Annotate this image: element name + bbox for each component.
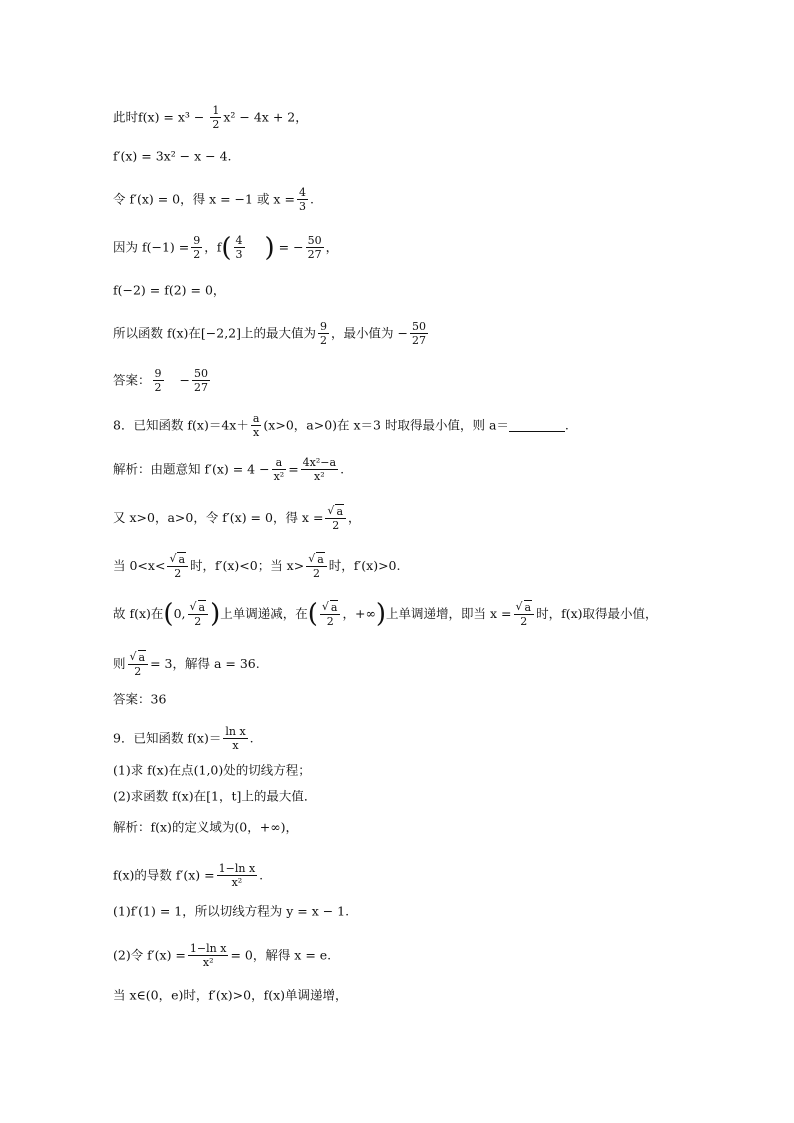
fraction: $\frac{9}{2}$ xyxy=(154,367,162,394)
fraction: $\frac{50}{27}$ xyxy=(194,367,208,394)
question-9-part-1: (1)求 f(x)在点(1,0)处的切线方程； xyxy=(113,762,311,778)
fraction: $\frac{9}{2}$ xyxy=(193,234,201,261)
math: x² − 4x + 2， xyxy=(223,109,308,125)
solution-9-increasing: 当 x∈(0，e)时，f′(x)>0，f(x)单调递增， xyxy=(113,987,348,1003)
solution-9-domain: 解析：f(x)的定义域为(0，+∞)， xyxy=(113,819,299,835)
question-8: 8．已知函数 f(x)＝4x＋ $\frac{a}{x}$ (x>0，a>0)在 x＝3 时取得最小值，则 a＝ . xyxy=(113,412,569,439)
fraction: $\frac{√ a}{2}$ xyxy=(188,600,209,628)
fraction: $\frac{√ a}{2}$ xyxy=(325,504,346,532)
fraction: $\frac{\text{4x²−a}}{\text{x²}}$ xyxy=(302,456,337,483)
fraction: $\frac{\text{1−ln x}}{\text{x²}}$ xyxy=(218,862,256,889)
fraction: $\frac{a}{\text{x²}}$ xyxy=(273,456,285,483)
solution-9-part-1: (1)f′(1) = 1，所以切线方程为 y = x − 1. xyxy=(113,903,350,919)
fraction: $\frac{9}{2}$ xyxy=(320,320,328,347)
question-9: 9．已知函数 f(x)＝ $\frac{\text{ln x}}{x}$ . xyxy=(113,725,254,752)
solution-9-part-2: (2)令 f′(x) = $\frac{\text{1−ln x}}{\text{x²}}$ = 0，解得 x = e. xyxy=(113,942,332,969)
fraction: $\frac{\text{1−ln x}}{\text{x²}}$ xyxy=(189,942,227,969)
line-answer-7: 答案： $\frac{9}{2}$ − $\frac{50}{27}$ xyxy=(113,367,208,394)
fraction: $\frac{√ a}{2}$ xyxy=(128,650,149,678)
fraction: $\frac{1}{2}$ xyxy=(212,104,220,131)
text: 此时 xyxy=(113,109,139,125)
fraction: $\frac{4}{3}$ xyxy=(298,186,306,213)
left-paren: ( xyxy=(221,232,232,263)
solution-8-zero: 又 x>0，a>0，令 f′(x) = 0，得 x = $\frac{√ a}{2}$ ， xyxy=(113,504,361,532)
fraction: $\frac{50}{27}$ xyxy=(411,320,426,347)
solution-8-derivative: 解析：由题意知 f′(x) = 4 − $\frac{a}{\text{x²}}$ = $\frac{\text{4x²−a}}{\text{x²}}$ . xyxy=(113,456,345,483)
math: f(x) = x³ − xyxy=(138,109,209,125)
fraction: $\frac{√ a}{2}$ xyxy=(514,600,535,628)
line-values: 因为 f(−1) = $\frac{9}{2}$ ，f( $\frac{4}{3}$ ) = − $\frac{50}{27}$ ， xyxy=(113,232,339,263)
fraction: $\frac{√ a}{2}$ xyxy=(167,552,188,580)
solution-9-derivative: f(x)的导数 f′(x) = $\frac{\text{1−ln x}}{\text{x²}}$ . xyxy=(113,862,264,889)
fraction: $\frac{√ a}{2}$ xyxy=(306,552,327,580)
solution-8-sign: 当 0<x< $\frac{√ a}{2}$ 时，f′(x)<0；当 x> $\frac{√ a}{2}$ 时，f′(x)>0. xyxy=(113,552,401,580)
answer-8: 答案：36 xyxy=(113,691,167,707)
solution-8-monotonic: 故 f(x)在(0, $\frac{√ a}{2}$ )上单调递减，在( $\frac{√ a}{2}$ ，+∞)上单调递增，即当 x = $\frac{√ a}{2}$ 时，f(x)取得最小值， xyxy=(113,599,658,629)
solution-8-result: 则 $\frac{√ a}{2}$ = 3，解得 a = 36. xyxy=(113,650,260,678)
line-f-expression xyxy=(113,104,308,131)
line-critical-points: 令 f′(x) = 0，得 x = −1 或 x = $\frac{4}{3}$ . xyxy=(113,186,314,213)
question-9-part-2: (2)求函数 f(x)在[1，t]上的最大值． xyxy=(113,788,317,804)
answer-blank xyxy=(509,419,565,432)
line-max-min: 所以函数 f(x)在[−2,2]上的最大值为 $\frac{9}{2}$ ，最小值为 − $\frac{50}{27}$ xyxy=(113,320,426,347)
fraction: $\frac{a}{x}$ xyxy=(252,412,260,439)
fraction: $\frac{\text{ln x}}{x}$ xyxy=(225,725,246,752)
fraction: $\frac{√ a}{2}$ xyxy=(320,600,341,628)
line-endpoints: f(−2) = f(2) = 0， xyxy=(113,282,226,298)
line-derivative: f′(x) = 3x² − x − 4. xyxy=(113,148,232,164)
fraction: $\frac{50}{27}$ xyxy=(307,234,322,261)
fraction: $\frac{4}{3}$ xyxy=(235,234,243,261)
right-paren: ) xyxy=(264,232,275,263)
